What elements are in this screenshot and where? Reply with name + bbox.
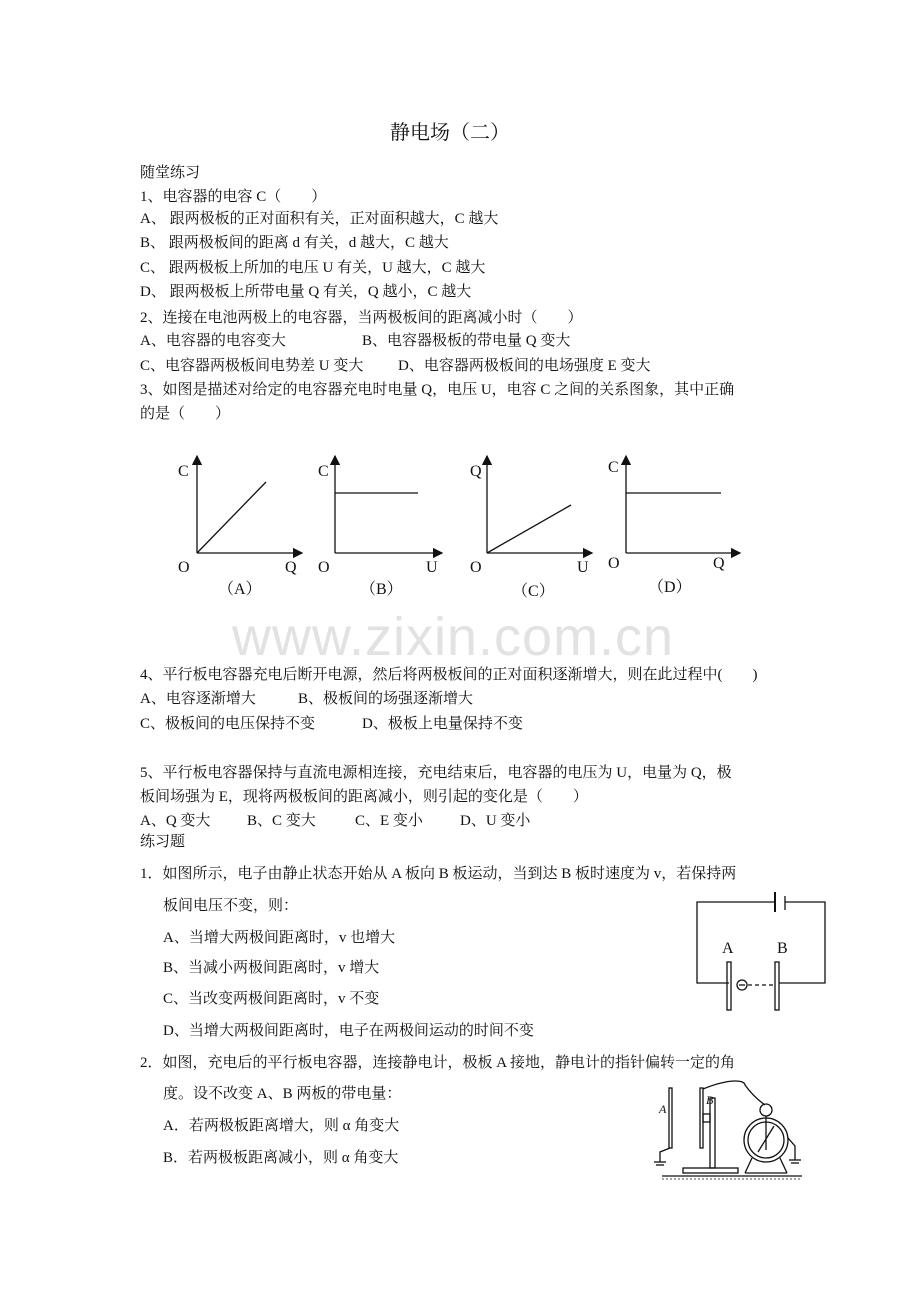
q5-option-c: C、E 变小 bbox=[355, 813, 423, 829]
q5-option-d: D、U 变小 bbox=[460, 813, 531, 829]
graph-b-origin: O bbox=[318, 559, 330, 576]
graph-a-y-label: C bbox=[178, 463, 189, 480]
q1-option-d: D、 跟两极板上所带电量 Q 有关，Q 越小，C 越大 bbox=[140, 284, 472, 300]
q1-option-b: B、 跟两极板间的距离 d 有关，d 越大，C 越大 bbox=[140, 235, 449, 251]
q4-option-b: B、极板间的场强逐渐增大 bbox=[298, 691, 474, 707]
electroscope-diagram bbox=[654, 1081, 802, 1179]
graph-d-x-label: Q bbox=[713, 555, 725, 572]
q4-option-d: D、极板上电量保持不变 bbox=[362, 716, 523, 732]
graph-a-x-label: Q bbox=[285, 559, 297, 576]
q3-stem-cont: 的是（ ） bbox=[140, 406, 231, 422]
p1-stem: 1．如图所示，电子由静止状态开始从 A 板向 B 板运动，当到达 B 板时速度为 v，若保持两 bbox=[140, 866, 737, 882]
q2-option-a: A、电容器的电容变大 bbox=[140, 333, 286, 349]
q5-option-b: B、C 变大 bbox=[247, 813, 316, 829]
section-heading: 随堂练习 bbox=[140, 165, 201, 181]
graph-d-y-label: C bbox=[608, 459, 619, 476]
p2-option-b: B．若两极板距离减小，则 α 角变大 bbox=[163, 1150, 399, 1166]
q4-option-c: C、极板间的电压保持不变 bbox=[140, 716, 316, 732]
graph-c-x-label: U bbox=[577, 559, 589, 576]
graph-b-caption: （B） bbox=[360, 581, 403, 598]
q1-option-c: C、 跟两极板上所加的电压 U 有关，U 越大，C 越大 bbox=[140, 260, 486, 276]
p2-option-a: A．若两极板距离增大，则 α 角变大 bbox=[163, 1118, 400, 1134]
graph-b-y-label: C bbox=[318, 463, 329, 480]
graph-c-caption: （C） bbox=[512, 583, 555, 600]
p2-stem: 2．如图，充电后的平行板电容器，连接静电计，极板 A 接地，静电计的指针偏转一定的角 bbox=[140, 1055, 736, 1071]
page-title: 静电场（二） bbox=[390, 122, 510, 144]
p1-option-d: D、当增大两极间距离时，电子在两极间运动的时间不变 bbox=[163, 1023, 534, 1039]
circuit-diagram bbox=[697, 892, 825, 1010]
q5-stem: 5、平行板电容器保持与直流电源相连接，充电结束后，电容器的电压为 U，电量为 Q，极 bbox=[140, 765, 732, 781]
q4-option-a: A、电容逐渐增大 bbox=[140, 691, 256, 707]
section-heading: 练习题 bbox=[140, 834, 186, 850]
q4-stem: 4、平行板电容器充电后断开电源，然后将两极板间的正对面积逐渐增大，则在此过程中( ) bbox=[140, 667, 758, 683]
graph-d bbox=[626, 456, 740, 553]
watermark: www.zixin.com.cn bbox=[232, 607, 675, 667]
graph-d-origin: O bbox=[608, 555, 620, 572]
q2-option-b: B、电容器极板的带电量 Q 变大 bbox=[362, 333, 571, 349]
p2-stem-cont: 度。设不改变 A、B 两板的带电量： bbox=[163, 1086, 402, 1102]
plate-a-label: A bbox=[722, 940, 734, 957]
electroscope-plate-a-label: A bbox=[659, 1102, 667, 1116]
q2-option-d: D、电容器两极板间的电场强度 E 变大 bbox=[398, 358, 651, 374]
q1-option-a: A、 跟两极板的正对面积有关，正对面积越大，C 越大 bbox=[140, 211, 499, 227]
graph-c bbox=[487, 456, 592, 553]
graph-a-caption: （A） bbox=[218, 581, 262, 598]
q5-option-a: A、Q 变大 bbox=[140, 813, 211, 829]
graph-c-origin: O bbox=[470, 559, 482, 576]
p1-option-c: C、当改变两极间距离时，v 不变 bbox=[163, 991, 380, 1007]
graph-b-x-label: U bbox=[426, 559, 438, 576]
plate-b-label: B bbox=[777, 940, 788, 957]
q2-option-c: C、电容器两极板间电势差 U 变大 bbox=[140, 358, 364, 374]
q5-stem-cont: 板间场强为 E，现将两极板间的距离减小，则引起的变化是（ ） bbox=[140, 789, 588, 805]
graph-d-caption: （D） bbox=[648, 579, 692, 596]
electroscope-plate-b-label: B bbox=[706, 1093, 714, 1107]
q2-stem: 2、连接在电池两极上的电容器，当两极板间的距离减小时（ ） bbox=[140, 310, 583, 326]
p1-option-a: A、当增大两极间距离时，v 也增大 bbox=[163, 930, 396, 946]
p1-option-b: B、当减小两极间距离时，v 增大 bbox=[163, 960, 380, 976]
q3-stem: 3、如图是描述对给定的电容器充电时电量 Q，电压 U，电容 C 之间的关系图象，其中正确 bbox=[140, 382, 735, 398]
graph-c-y-label: Q bbox=[470, 463, 482, 480]
graph-b bbox=[335, 456, 442, 553]
p1-stem-cont: 板间电压不变，则： bbox=[163, 898, 299, 914]
q1-stem: 1、电容器的电容 C（ ） bbox=[140, 189, 327, 205]
graph-a-origin: O bbox=[178, 559, 190, 576]
graph-a bbox=[197, 456, 302, 553]
